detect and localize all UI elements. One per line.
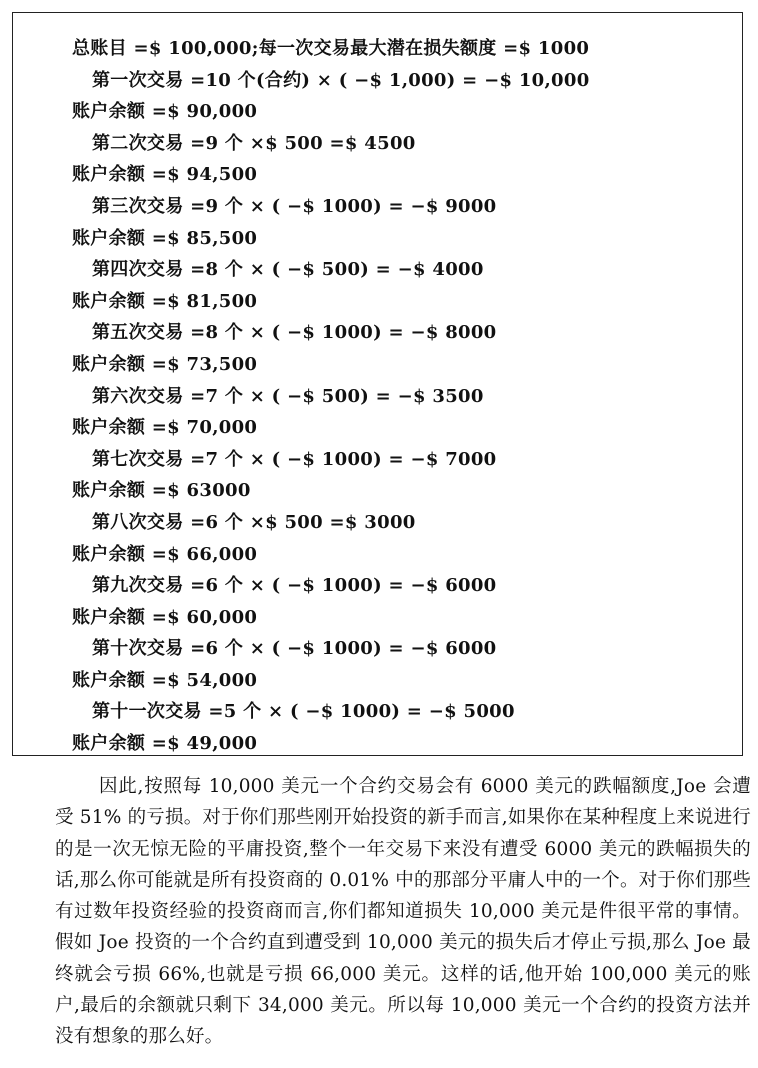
balance-line: 账户余额 =$ 60,000 xyxy=(72,606,258,628)
balance-line: 账户余额 =$ 49,000 xyxy=(72,733,258,755)
trade-line: 第十次交易 =6 个 × ( −$ 1000) = −$ 6000 xyxy=(92,638,497,660)
balance-line: 账户余额 =$ 94,500 xyxy=(72,164,258,186)
body-paragraph: 因此,按照每 10,000 美元一个合约交易会有 6000 美元的跌幅额度,Joe 会遭受 51% 的亏损。对于你们那些刚开始投资的新手而言,如果你在某种程度上来说进行的是一次无惊无险的平庸投资,整个一年交易下来没有遭受 6000 美元的跌幅损失的话,那么你可能就是所有投资商的 0.01% 中的那部分平庸人中的一个。对于你们那些有过数年投资经验的投资商而言,你们都知道损失 10,000 美元是件很平常的事情。假如 Joe 投资的一个合约直到遭受到 10,000 美元的损失后才停止亏损,那么 Joe 最终就会亏损 66%,也就是亏损 66,000 美元。这样的话,他开始 100,000 美元的账户,最后的余额就只剩下 34,000 美元。所以每 10,000 美元一个合约的投资方法并没有想象的那么好。 xyxy=(55,776,751,1048)
balance-line: 账户余额 =$ 73,500 xyxy=(72,353,258,375)
calculation-lines xyxy=(13,33,742,760)
trade-line: 第十一次交易 =5 个 × ( −$ 1000) = −$ 5000 xyxy=(92,701,515,723)
balance-line: 账户余额 =$ 70,000 xyxy=(72,417,258,439)
calculation-box xyxy=(12,12,743,756)
balance-line: 账户余额 =$ 66,000 xyxy=(72,543,258,565)
balance-line: 账户余额 =$ 63000 xyxy=(72,480,251,502)
trade-line: 第一次交易 =10 个(合约) × ( −$ 1,000) = −$ 10,000 xyxy=(92,69,590,91)
trade-line: 第八次交易 =6 个 ×$ 500 =$ 3000 xyxy=(92,511,416,533)
balance-line: 账户余额 =$ 54,000 xyxy=(72,669,258,691)
trade-line: 第三次交易 =9 个 × ( −$ 1000) = −$ 9000 xyxy=(92,195,497,217)
trade-line: 第五次交易 =8 个 × ( −$ 1000) = −$ 8000 xyxy=(92,322,497,344)
trade-line: 第九次交易 =6 个 × ( −$ 1000) = −$ 6000 xyxy=(92,575,497,597)
trade-line: 第四次交易 =8 个 × ( −$ 500) = −$ 4000 xyxy=(92,259,484,281)
account-summary-line: 总账目 =$ 100,000;每一次交易最大潜在损失额度 =$ 1000 xyxy=(72,38,590,59)
trade-line: 第二次交易 =9 个 ×$ 500 =$ 4500 xyxy=(92,132,416,154)
balance-line: 账户余额 =$ 85,500 xyxy=(72,227,258,249)
trade-line: 第六次交易 =7 个 × ( −$ 500) = −$ 3500 xyxy=(92,385,484,407)
balance-line: 账户余额 =$ 81,500 xyxy=(72,290,258,312)
trade-line: 第七次交易 =7 个 × ( −$ 1000) = −$ 7000 xyxy=(92,448,497,470)
balance-line: 账户余额 =$ 90,000 xyxy=(72,101,258,123)
